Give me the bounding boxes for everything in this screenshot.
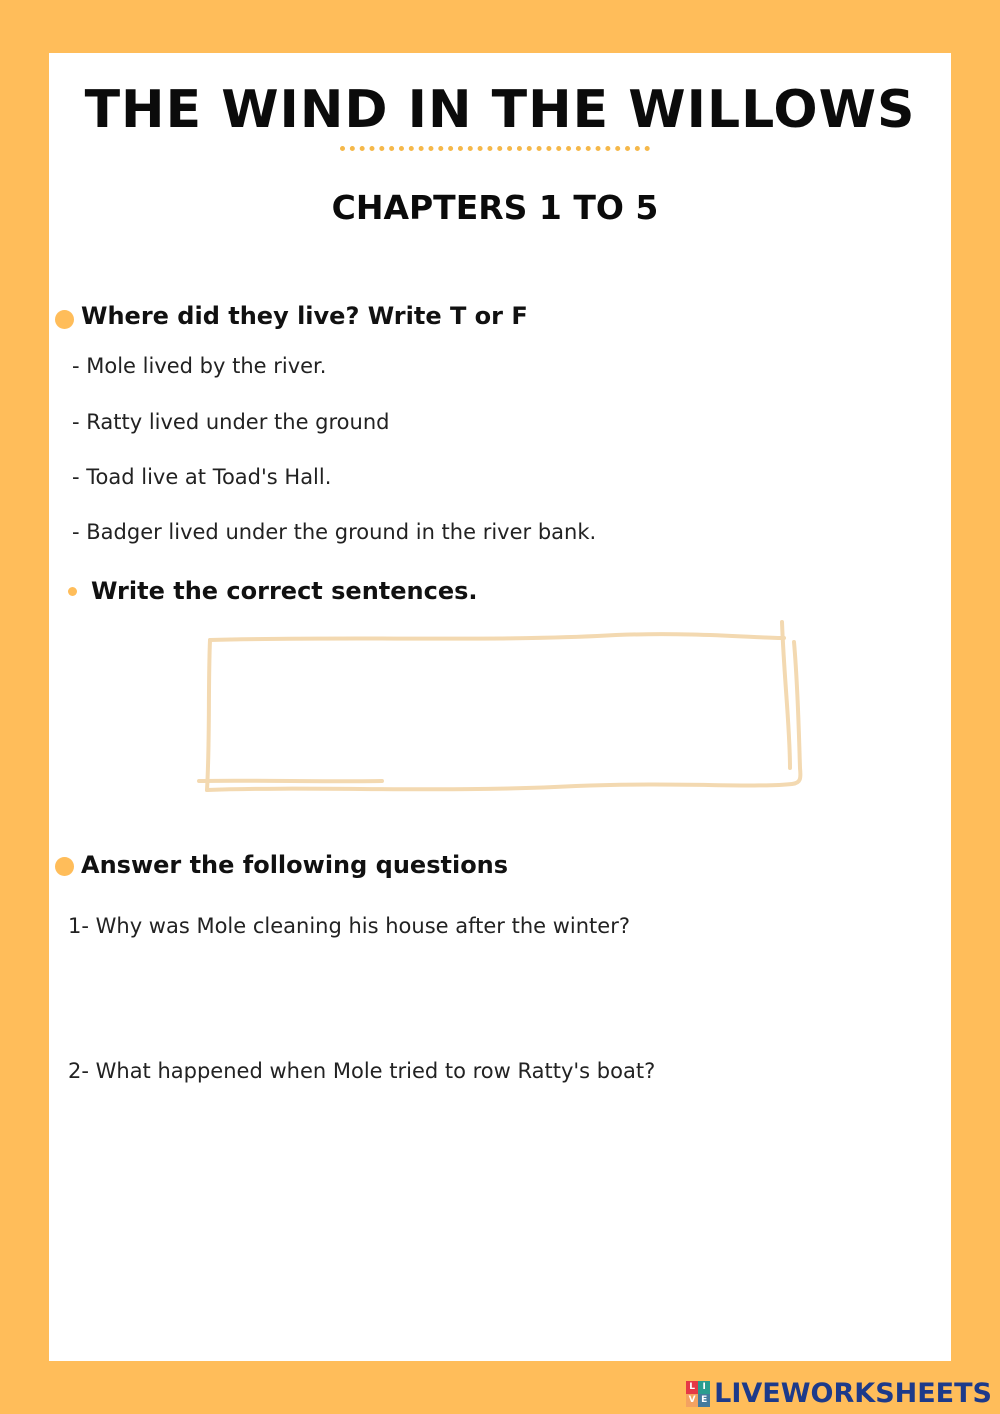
answer-box[interactable] — [196, 618, 808, 798]
statement-item: - Badger lived under the ground in the river bank. — [72, 520, 597, 544]
section-heading-correct-sentences: Write the correct sentences. — [91, 577, 478, 605]
bullet-dot-icon — [68, 587, 77, 596]
worksheet-title: THE WIND IN THE WILLOWS — [84, 80, 916, 140]
section-heading-true-false: Where did they live? Write T or F — [81, 302, 528, 330]
question-item: 2- What happened when Mole tried to row Ratty's boat? — [68, 1059, 656, 1083]
bullet-dot-icon — [55, 857, 74, 876]
question-item: 1- Why was Mole cleaning his house after the winter? — [68, 914, 630, 938]
section-heading-questions: Answer the following questions — [81, 851, 509, 879]
statement-item: - Mole lived by the river. — [72, 354, 327, 378]
liveworksheets-wordmark: LIVEWORKSHEETS — [714, 1378, 992, 1409]
hand-drawn-frame — [196, 618, 808, 798]
bullet-dot-icon — [55, 310, 74, 329]
statement-item: - Toad live at Toad's Hall. — [72, 465, 332, 489]
liveworksheets-mark-icon: L I V E — [686, 1381, 710, 1407]
worksheet-subtitle: CHAPTERS 1 TO 5 — [331, 188, 659, 227]
statement-item: - Ratty lived under the ground — [72, 410, 390, 434]
title-dotted-divider — [340, 146, 650, 151]
liveworksheets-logo[interactable] — [686, 1378, 992, 1410]
